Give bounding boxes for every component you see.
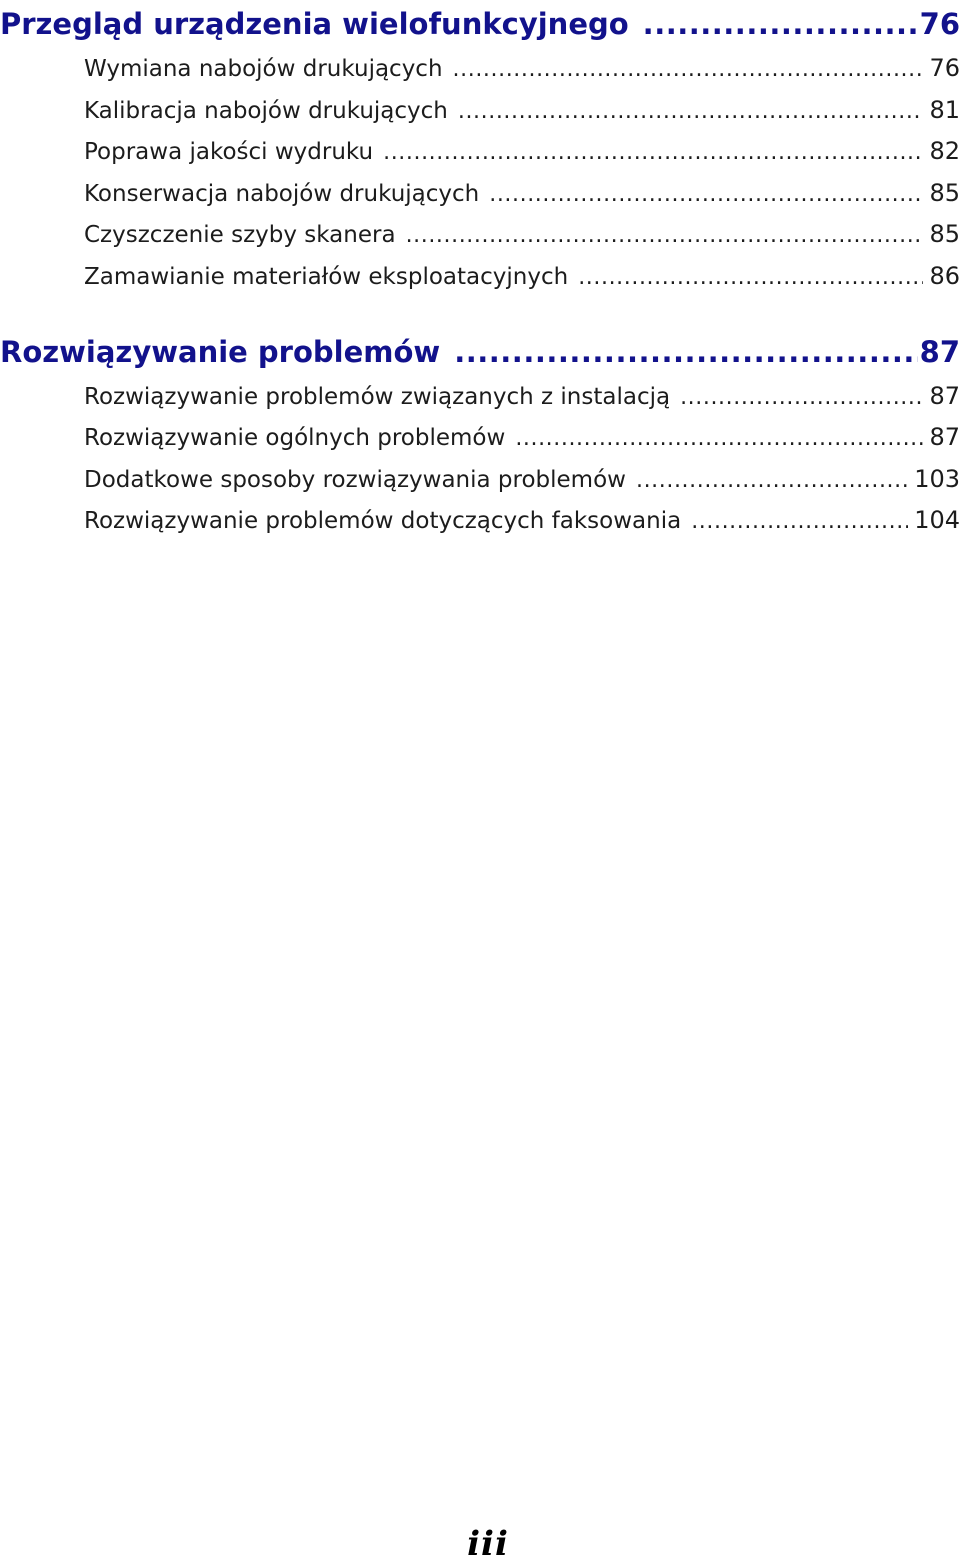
toc-section-page: 76 bbox=[919, 7, 960, 41]
toc-section-heading[interactable] bbox=[0, 0, 960, 48]
toc-entry-page: 104 bbox=[914, 506, 960, 535]
toc-entry-page: 81 bbox=[929, 95, 960, 124]
toc-entry-page: 85 bbox=[929, 220, 960, 249]
toc-entry-title: Rozwiązywanie ogólnych problemów bbox=[84, 425, 506, 452]
toc-section-title: Rozwiązywanie problemów bbox=[0, 334, 441, 369]
toc-entry[interactable] bbox=[0, 500, 960, 542]
toc-entry-page: 85 bbox=[929, 178, 960, 207]
toc-entry-title: Dodatkowe sposoby rozwiązywania problemów bbox=[84, 466, 626, 493]
dot-leader bbox=[458, 91, 924, 132]
toc-entry-page: 87 bbox=[929, 381, 960, 410]
toc-entry[interactable] bbox=[0, 90, 960, 132]
toc-entry-page: 87 bbox=[929, 423, 960, 452]
toc-entry[interactable] bbox=[0, 48, 960, 90]
toc-entry-title: Czyszczenie szyby skanera bbox=[84, 222, 396, 249]
dot-leader bbox=[636, 460, 908, 501]
dot-leader bbox=[383, 132, 923, 173]
toc-entry[interactable] bbox=[0, 173, 960, 215]
dot-leader bbox=[680, 377, 923, 418]
toc-entry-title: Poprawa jakości wydruku bbox=[84, 139, 374, 166]
toc-entry-title: Konserwacja nabojów drukujących bbox=[84, 180, 480, 207]
toc-entry[interactable] bbox=[0, 417, 960, 459]
dot-leader bbox=[489, 174, 923, 215]
toc-entry[interactable] bbox=[0, 256, 960, 298]
toc-entry[interactable] bbox=[0, 376, 960, 418]
toc-entry-page: 76 bbox=[929, 54, 960, 82]
toc-entry[interactable] bbox=[0, 214, 960, 256]
toc-entry-title: Rozwiązywanie problemów dotyczących faksowania bbox=[84, 508, 682, 535]
toc-entry[interactable] bbox=[0, 459, 960, 501]
dot-leader bbox=[578, 257, 923, 298]
toc-entry-title: Kalibracja nabojów drukujących bbox=[84, 97, 448, 124]
dot-leader bbox=[454, 328, 917, 376]
toc-entry-page: 86 bbox=[929, 261, 960, 290]
toc-entry-page: 103 bbox=[914, 464, 960, 493]
toc-entry-page: 82 bbox=[929, 137, 960, 166]
page-number: iii bbox=[467, 1524, 509, 1564]
dot-leader bbox=[691, 501, 908, 542]
toc-section-title: Przegląd urządzenia wielofunkcyjnego bbox=[0, 7, 629, 41]
toc-entry-title: Wymiana nabojów drukujących bbox=[84, 56, 443, 82]
toc-section-heading[interactable] bbox=[0, 328, 960, 376]
toc-entry-title: Zamawianie materiałów eksploatacyjnych bbox=[84, 263, 569, 290]
dot-leader bbox=[643, 0, 918, 48]
toc-entry-title: Rozwiązywanie problemów związanych z instalacją bbox=[84, 383, 671, 410]
table-of-contents bbox=[0, 0, 960, 542]
toc-entry[interactable] bbox=[0, 131, 960, 173]
dot-leader bbox=[453, 49, 924, 90]
toc-section-page: 87 bbox=[919, 334, 960, 369]
dot-leader bbox=[515, 418, 923, 459]
dot-leader bbox=[406, 215, 924, 256]
